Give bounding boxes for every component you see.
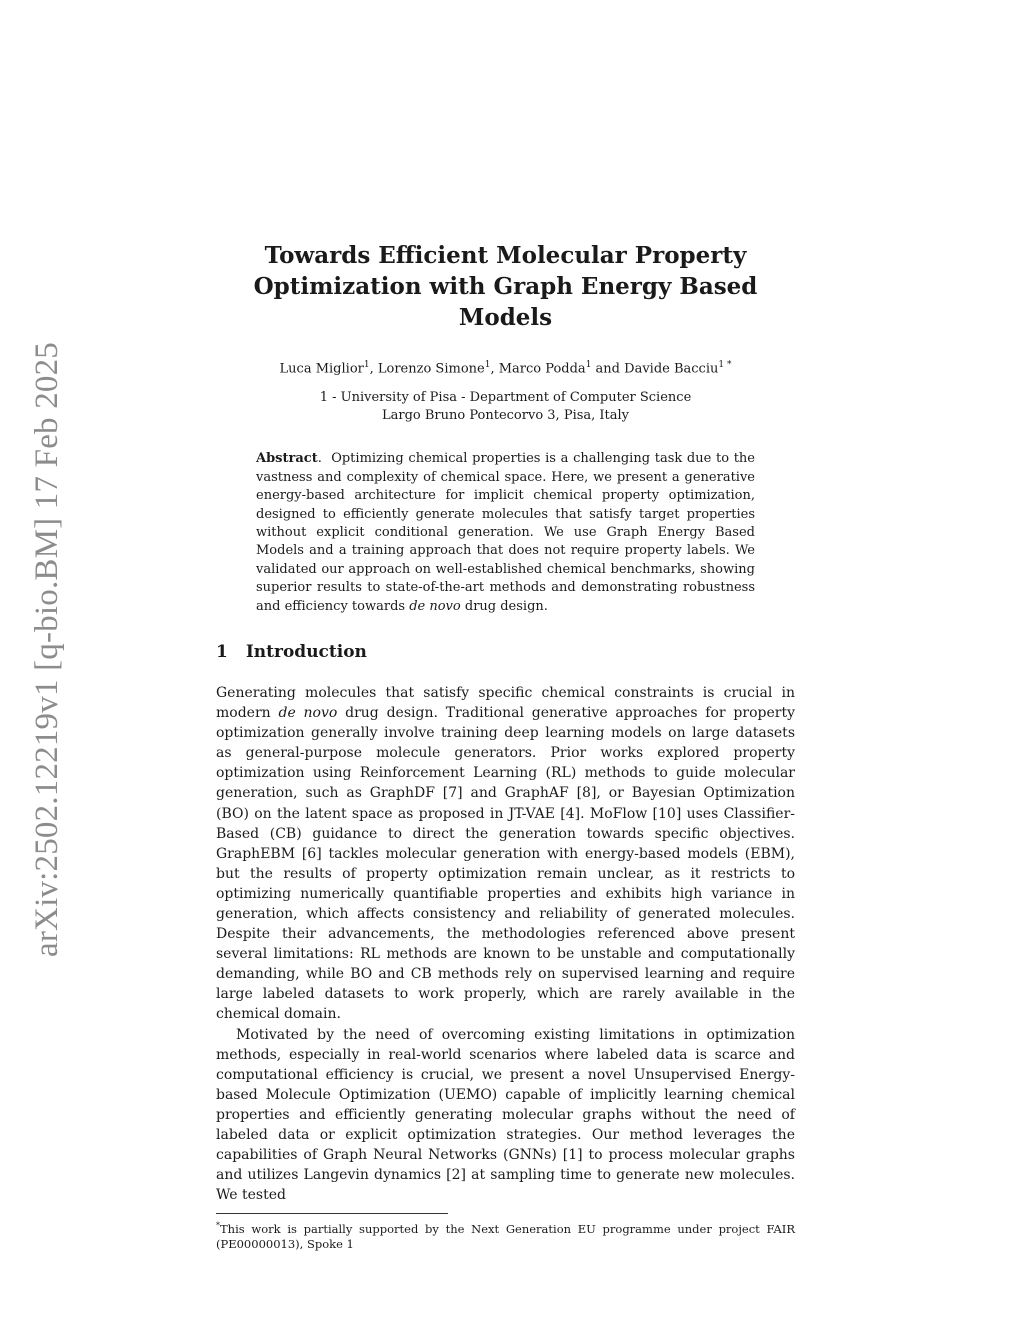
author-name: Lorenzo Simone (377, 361, 485, 377)
footnote-text: This work is partially supported by the Next Generation EU programme under project FAIR (PE00000013), Spoke 1 (216, 1222, 795, 1252)
author-affiliation-mark: 1 (484, 360, 491, 370)
paper-title: Towards Efficient Molecular Property Optimization with Graph Energy Based Models (253, 242, 758, 331)
abstract: Abstract. Optimizing chemical properties is a challenging task due to the vastness and complexity of chemical space. Here, we present a generative energy-based architecture for implicit chemical property optimization, designed to efficiently generate molecules that satisfy target properties without explicit conditional generation. We use Graph Energy Based Models and a training approach that does not require property labels. We validated our approach on well-established chemical benchmarks, showing superior results to state-of-the-art methods and demonstrating robustness and efficiency towards de novo drug design. (256, 451, 756, 614)
italic-term: de novo (278, 705, 338, 722)
paragraph-text: Generating molecules that satisfy specific chemical constraints is crucial in modern (216, 684, 795, 722)
affiliation-line: Largo Bruno Pontecorvo 3, Pisa, Italy (381, 408, 630, 424)
body-paragraph (216, 683, 795, 1025)
author-separator: , (490, 361, 499, 377)
author-affiliation-mark: 1 * (718, 360, 732, 370)
abstract-text: Optimizing chemical properties is a challenging task due to the vastness and complexity of chemical space. Here, we present a generative energy-based architecture for implicit chemical property optimization, designed to efficiently generate molecules that satisfy target properties without explicit conditional generation. We use Graph Energy Based Models and a training approach that does not require property labels. We validated our approach on well-established chemical benchmarks, showing superior results to state-of-the-art methods and demonstrating robustness and efficiency towards (256, 451, 756, 614)
abstract-label: Abstract (256, 451, 318, 467)
author-name: Marco Podda (498, 361, 586, 377)
section-title: Introduction (245, 641, 367, 662)
paper-page (216, 240, 795, 1252)
footnote-divider (216, 1213, 448, 1214)
affiliation-line: 1 - University of Pisa - Department of Computer Science (319, 390, 692, 406)
author-separator: , (369, 361, 378, 377)
arxiv-identifier-stamp: arXiv:2502.12219v1 [q-bio.BM] 17 Feb 2025 (29, 342, 65, 958)
abstract-italic-term: de novo (409, 598, 461, 614)
affiliation-block (216, 389, 795, 425)
author-name: Luca Miglior (279, 361, 364, 377)
author-affiliation-mark: 1 (363, 360, 370, 370)
author-affiliation-mark: 1 (585, 360, 592, 370)
section-heading (216, 642, 795, 662)
author-separator: and (591, 361, 625, 377)
author-name: Davide Bacciu (624, 361, 719, 377)
footnote-marker: * (216, 1221, 220, 1231)
abstract-text-end: drug design. (464, 598, 548, 614)
section-number: 1 (216, 641, 228, 662)
paragraph-text: drug design. Traditional generative approaches for property optimization generally involve training deep learning models on large datasets as general-purpose molecule generators. Prior works explored property optimization using Reinforcement Learning (RL) methods to guide molecular generation, such as GraphDF [7] and GraphAF [8], or Bayesian Optimization (BO) on the latent space as proposed in JT-VAE [4]. MoFlow [10] uses Classifier-Based (CB) guidance to direct the generation towards specific objectives. GraphEBM [6] tackles molecular generation with energy-based models (EBM), but the results of property optimization remain unclear, as it restricts to optimizing numerically quantifiable properties and exhibits high variance in generation, which affects consistency and reliability of generated molecules. Despite their advancements, the methodologies referenced above present several limitations: RL methods are known to be unstable and computationally demanding, while BO and CB methods rely on supervised learning and require large labeled datasets to work properly, which are rarely available in the chemical domain. (216, 705, 795, 1023)
footnote (216, 1218, 795, 1252)
author-list (216, 356, 795, 378)
body-paragraph: Motivated by the need of overcoming existing limitations in optimization methods, especially in real-world scenarios where labeled data is scarce and computational efficiency is crucial, we present a novel Unsupervised Energy-based Molecule Optimization (UEMO) capable of implicitly learning chemical properties and efficiently generating molecular graphs without the need of labeled data or explicit optimization strategies. Our method leverages the capabilities of Graph Neural Networks (GNNs) [1] to process molecular graphs and utilizes Langevin dynamics [2] at sampling time to generate new molecules. We tested (216, 1026, 795, 1204)
